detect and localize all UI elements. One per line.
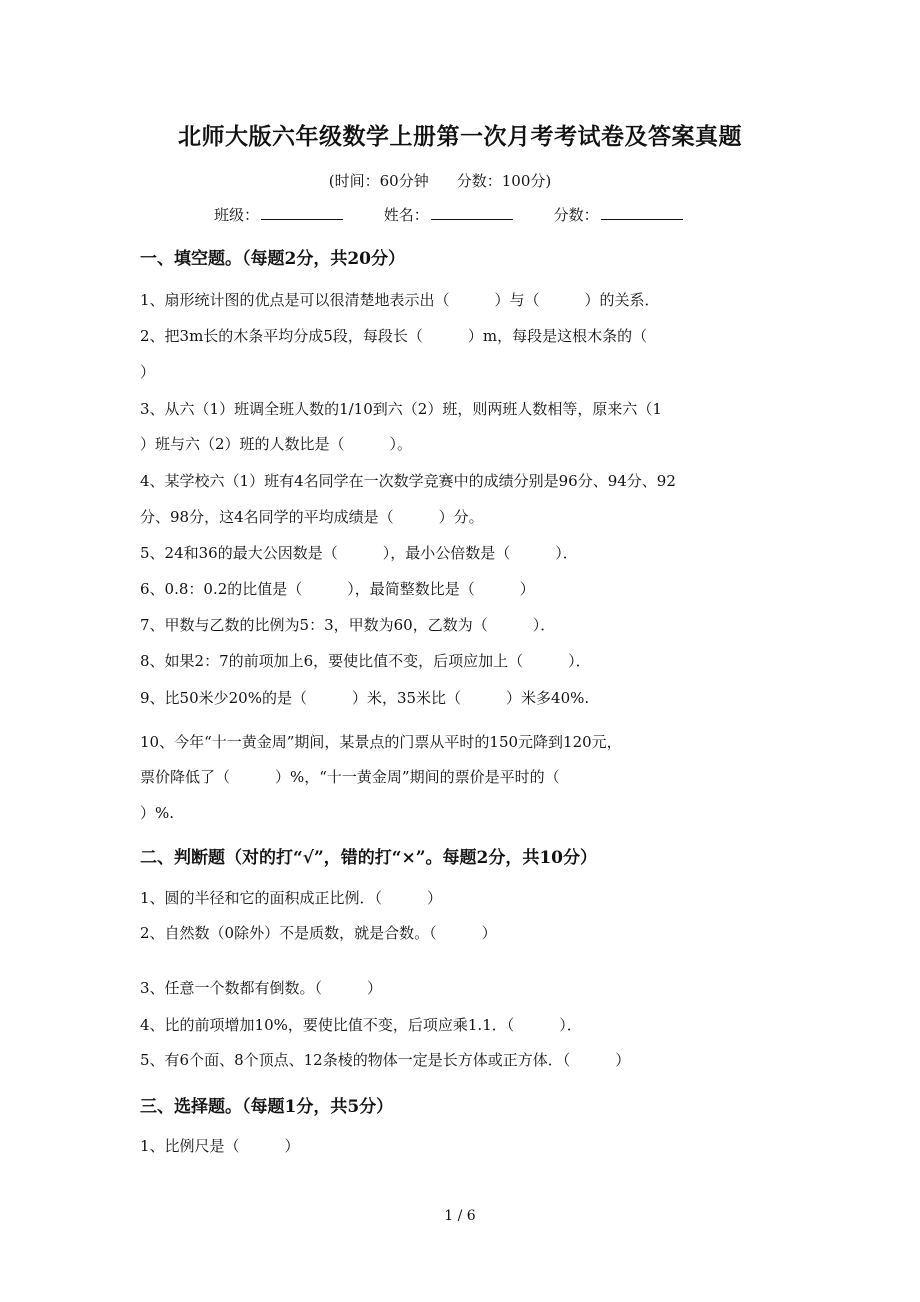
class-field: [214, 204, 343, 225]
question-line: 1、圆的半径和它的面积成正比例．（ ）: [140, 889, 443, 907]
question-line: ）班与六（2）班的人数比是（ ）。: [140, 435, 413, 453]
score-label: 分数：: [553, 206, 599, 224]
question-line: 5、24和36的最大公因数是（ ），最小公倍数是（ ）．: [140, 544, 578, 562]
question-line: 8、如果2：7的前项加上6，要使比值不变，后项应加上（ ）．: [140, 652, 591, 670]
score-blank[interactable]: [601, 205, 683, 220]
question-line: ）%.: [140, 804, 175, 822]
question-line: 7、甲数与乙数的比例为5：3，甲数为60，乙数为（ ）．: [140, 616, 556, 634]
question-line: 2、把3m长的木条平均分成5段，每段长（ ）m，每段是这根木条的（: [140, 327, 648, 345]
question-line: 3、从六（1）班调全班人数的1/10到六（2）班，则两班人数相等，原来六（1: [140, 400, 662, 418]
question-line: 1、比例尺是（ ）: [140, 1137, 300, 1155]
question-line: 票价降低了（ ）%，“十一黄金周”期间的票价是平时的（: [140, 768, 560, 786]
section-heading-fill-blank: 一、填空题。（每题2分，共20分）: [140, 249, 405, 269]
student-info: [214, 204, 719, 225]
total-score: 分数：100分): [456, 172, 552, 190]
time-limit: (时间：60分钟: [328, 172, 429, 190]
question-line: 3、任意一个数都有倒数。（ ）: [140, 979, 383, 997]
question-line: 6、0.8：0.2的比值是（ ），最简整数比是（ ）: [140, 580, 535, 598]
name-blank[interactable]: [431, 205, 513, 220]
question-line: 4、比的前项增加10%，要使比值不变，后项应乘1.1．（ ）．: [140, 1016, 582, 1034]
question-line: 9、比50米少20%的是（ ）米，35米比（ ）米多40%.: [140, 689, 590, 707]
page-title: 北师大版六年级数学上册第一次月考考试卷及答案真题: [178, 123, 742, 150]
question-line: 1、扇形统计图的优点是可以很清楚地表示出（ ）与（ ）的关系．: [140, 291, 660, 309]
class-label: 班级：: [214, 206, 260, 224]
section-heading-true-false: 二、判断题（对的打“√”，错的打“×”。每题2分，共10分）: [140, 848, 598, 868]
question-line: 4、某学校六（1）班有4名同学在一次数学竞赛中的成绩分别是96分、94分、92: [140, 472, 676, 490]
section-heading-multiple-choice: 三、选择题。（每题1分，共5分）: [140, 1097, 394, 1117]
name-field: [384, 204, 513, 225]
page-number: 1 / 6: [444, 1208, 476, 1224]
name-label: 姓名：: [383, 206, 429, 224]
question-line: 10、今年“十一黄金周”期间，某景点的门票从平时的150元降到120元，: [140, 733, 622, 751]
class-blank[interactable]: [261, 205, 343, 220]
question-line: 2、自然数（0除外）不是质数，就是合数。（ ）: [140, 924, 497, 942]
question-line: 5、有6个面、8个顶点、12条棱的物体一定是长方体或正方体．（ ）: [140, 1051, 631, 1069]
score-field: [554, 204, 683, 225]
question-line: ）: [140, 363, 156, 381]
question-line: 分、98分，这4名同学的平均成绩是（ ）分。: [140, 508, 484, 526]
exam-meta: [0, 170, 880, 191]
